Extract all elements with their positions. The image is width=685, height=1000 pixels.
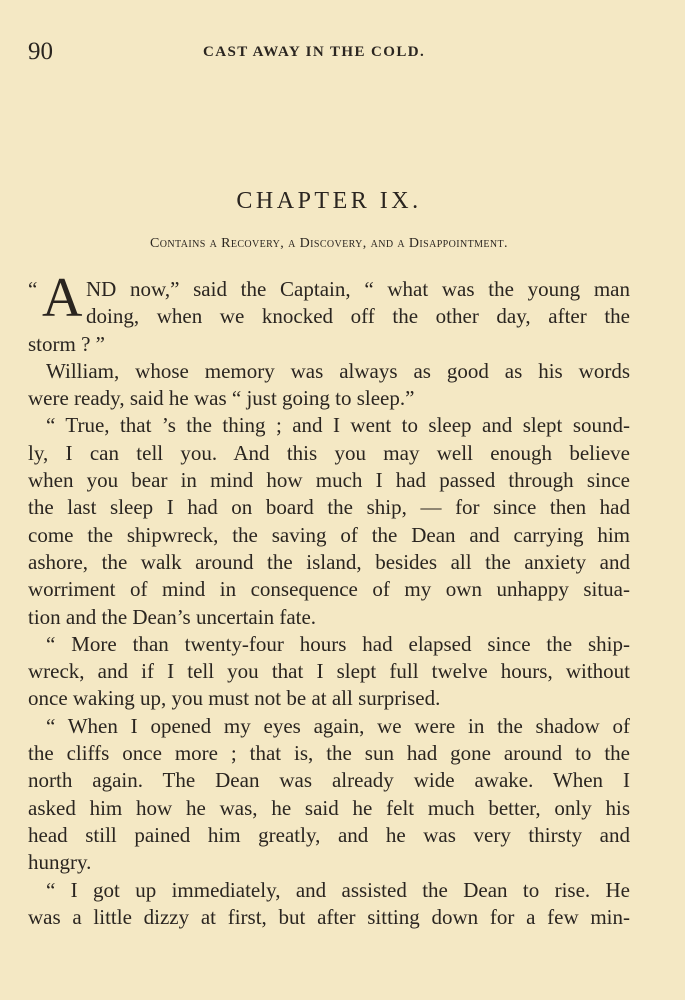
drop-cap: A <box>42 267 83 329</box>
text-line: “ More than twenty-four hours had elapsed since the ship- <box>46 631 630 656</box>
text-line: storm ? ” <box>28 331 105 356</box>
text-line: “ When I opened my eyes again, we were in the shadow of <box>46 713 630 738</box>
chapter-subtitle: Contains a Recovery, a Discovery, and a Disappointment. <box>150 236 508 251</box>
text-line: were ready, said he was “ just going to sleep.” <box>28 386 415 411</box>
text-line: ashore, the walk around the island, besides all the anxiety and <box>28 549 630 574</box>
text-line: the cliffs once more ; that is, the sun had gone around to the <box>28 741 630 766</box>
text-line <box>28 303 630 330</box>
body-text <box>28 267 630 931</box>
text-line: north again. The Dean was already wide awake. When I <box>28 768 630 793</box>
page-number: 90 <box>28 38 53 65</box>
running-head <box>28 38 630 66</box>
text-line: head still pained him greatly, and he was very thirsty and <box>28 822 630 847</box>
text-line: come the shipwreck, the saving of the Dean and carrying him <box>28 522 630 547</box>
running-title: CAST AWAY IN THE COLD. <box>203 44 426 60</box>
text-line: when you bear in mind how much I had passed through since <box>28 468 630 493</box>
opening-quote: “ <box>28 277 38 301</box>
text-line: once waking up, you must not be at all surprised. <box>28 686 441 711</box>
text-line: tion and the Dean’s uncertain fate. <box>28 604 317 629</box>
text-line: wreck, and if I tell you that I slept full twelve hours, without <box>28 659 630 684</box>
text-line: “ I got up immediately, and assisted the Dean to rise. He <box>46 877 630 902</box>
text-line: worriment of mind in consequence of my own unhappy situa- <box>28 577 630 602</box>
text-line: “ True, that ’s the thing ; and I went to sleep and slept sound- <box>46 413 630 438</box>
text-line: was a little dizzy at first, but after sitting down for a few min- <box>28 904 630 929</box>
text-line: the last sleep I had on board the ship, — for since then had <box>28 495 630 520</box>
text-line: asked him how he was, he said he felt much better, only his <box>28 795 630 820</box>
text-line: William, whose memory was always as good as his words <box>46 358 630 383</box>
opening-line-2: doing, when we knocked off the other day, after the <box>86 304 630 329</box>
book-page <box>28 0 630 1000</box>
text-line: ly, I can tell you. And this you may well enough believe <box>28 440 630 465</box>
chapter-title: CHAPTER IX. <box>236 188 422 214</box>
opening-line-1: ND now,” said the Captain, “ what was the young man <box>86 277 630 301</box>
text-line: hungry. <box>28 850 92 875</box>
